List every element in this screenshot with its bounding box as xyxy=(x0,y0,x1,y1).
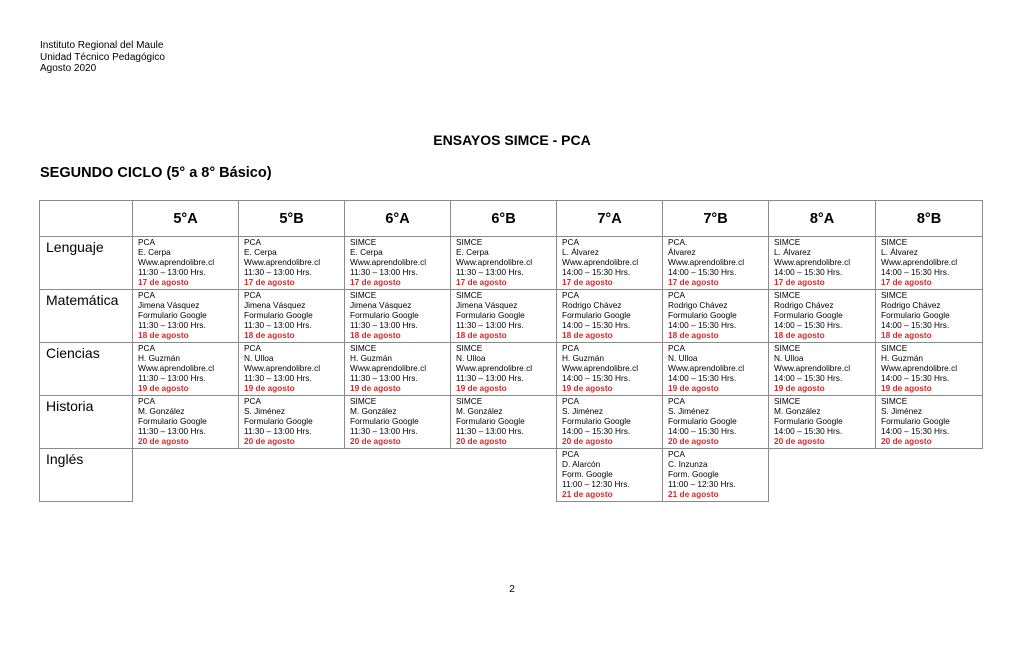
cell-content xyxy=(876,237,982,287)
schedule-cell xyxy=(345,343,451,396)
cell-type: PCA xyxy=(244,396,262,406)
cell-time: 14:00 – 15:30 Hrs. xyxy=(668,426,737,437)
schedule-cell xyxy=(239,290,345,343)
cell-date: 21 de agosto xyxy=(668,489,719,500)
cell-type: PCA xyxy=(562,449,580,459)
table-row xyxy=(40,396,983,449)
corner-cell xyxy=(40,201,133,237)
schedule-cell xyxy=(239,396,345,449)
cell-content xyxy=(663,396,768,446)
cell-type: SIMCE xyxy=(456,343,483,353)
cell-content xyxy=(557,396,662,446)
cell-teacher: N. Ulloa xyxy=(456,353,486,364)
cell-date: 18 de agosto xyxy=(881,330,932,341)
cell-time: 11:30 – 13:00 Hrs. xyxy=(138,320,206,331)
cell-platform: Www.aprendolibre.cl xyxy=(138,363,215,374)
empty-cell xyxy=(876,449,983,502)
cell-time: 11:30 – 13:00 Hrs. xyxy=(244,320,312,331)
cell-content xyxy=(663,237,768,287)
cell-content xyxy=(239,343,344,393)
cell-teacher: N. Ulloa xyxy=(668,353,698,364)
cell-type: PCA xyxy=(138,237,156,247)
cell-type: PCA xyxy=(668,396,686,406)
cell-platform: Formulario Google xyxy=(562,310,631,321)
column-header: 7°A xyxy=(557,201,663,237)
cell-platform: Form. Google xyxy=(562,469,613,480)
cell-type: SIMCE xyxy=(350,237,377,247)
cell-type: PCA xyxy=(562,290,580,300)
cell-teacher: Álvarez xyxy=(668,247,696,258)
cell-type: SIMCE xyxy=(774,343,801,353)
cell-teacher: L. Álvarez xyxy=(562,247,599,258)
cell-time: 11:00 – 12:30 Hrs. xyxy=(668,479,736,490)
cell-date: 18 de agosto xyxy=(668,330,719,341)
cell-type: PCA xyxy=(138,396,156,406)
empty-cell xyxy=(133,449,239,502)
cell-platform: Form. Google xyxy=(668,469,719,480)
column-header: 6°B xyxy=(451,201,557,237)
cell-content xyxy=(133,396,238,446)
cell-date: 21 de agosto xyxy=(562,489,613,500)
cell-date: 17 de agosto xyxy=(138,277,189,288)
cell-type: SIMCE xyxy=(456,396,483,406)
cell-platform: Www.aprendolibre.cl xyxy=(244,363,321,374)
cell-date: 17 de agosto xyxy=(350,277,401,288)
cell-platform: Formulario Google xyxy=(456,416,525,427)
cell-time: 11:30 – 13:00 Hrs. xyxy=(350,267,418,278)
cell-date: 17 de agosto xyxy=(244,277,295,288)
cell-time: 14:00 – 15:30 Hrs. xyxy=(668,320,737,331)
column-header: 6°A xyxy=(345,201,451,237)
empty-cell xyxy=(345,449,451,502)
cell-teacher: E. Cerpa xyxy=(350,247,383,258)
cell-date: 19 de agosto xyxy=(562,383,613,394)
schedule-cell xyxy=(663,396,769,449)
cell-date: 19 de agosto xyxy=(244,383,295,394)
cell-time: 11:30 – 13:00 Hrs. xyxy=(138,373,206,384)
cell-platform: Formulario Google xyxy=(562,416,631,427)
schedule-cell xyxy=(451,343,557,396)
cell-date: 18 de agosto xyxy=(244,330,295,341)
cell-type: PCA. xyxy=(668,237,688,247)
cell-date: 19 de agosto xyxy=(774,383,825,394)
cell-time: 14:00 – 15:30 Hrs. xyxy=(774,373,843,384)
schedule-cell xyxy=(451,237,557,290)
schedule-cell xyxy=(557,237,663,290)
document-date: Agosto 2020 xyxy=(40,63,97,74)
schedule-cell xyxy=(133,343,239,396)
schedule-cell xyxy=(769,396,876,449)
cell-content xyxy=(557,290,662,340)
schedule-cell xyxy=(876,396,983,449)
cell-type: PCA xyxy=(668,449,686,459)
cell-date: 19 de agosto xyxy=(668,383,719,394)
cell-type: SIMCE xyxy=(881,396,908,406)
cell-platform: Formulario Google xyxy=(350,416,419,427)
cell-time: 11:30 – 13:00 Hrs. xyxy=(350,373,418,384)
cell-platform: Formulario Google xyxy=(244,310,313,321)
cell-time: 14:00 – 15:30 Hrs. xyxy=(562,320,631,331)
cell-date: 18 de agosto xyxy=(138,330,189,341)
cell-teacher: M. González xyxy=(350,406,397,417)
cell-content xyxy=(876,290,982,340)
cell-date: 20 de agosto xyxy=(456,436,507,447)
cell-time: 11:30 – 13:00 Hrs. xyxy=(138,267,206,278)
subject-label: Historia xyxy=(40,396,133,449)
cell-content xyxy=(345,237,450,287)
cell-content xyxy=(451,396,556,446)
cell-time: 11:00 – 12:30 Hrs. xyxy=(562,479,630,490)
schedule-cell xyxy=(133,396,239,449)
cell-time: 14:00 – 15:30 Hrs. xyxy=(562,426,631,437)
cell-type: PCA xyxy=(562,343,580,353)
cell-teacher: Rodrigo Chávez xyxy=(774,300,834,311)
cell-time: 11:30 – 13:00 Hrs. xyxy=(244,373,312,384)
cell-time: 11:30 – 13:00 Hrs. xyxy=(456,267,524,278)
cell-teacher: M. González xyxy=(456,406,503,417)
cell-platform: Formulario Google xyxy=(668,310,737,321)
cell-date: 20 de agosto xyxy=(350,436,401,447)
cell-teacher: Jimena Vásquez xyxy=(456,300,518,311)
column-header: 8°A xyxy=(769,201,876,237)
institution-name: Instituto Regional del Maule xyxy=(40,40,164,51)
cell-teacher: Rodrigo Chávez xyxy=(668,300,728,311)
cell-time: 14:00 – 15:30 Hrs. xyxy=(668,373,737,384)
schedule-cell xyxy=(239,237,345,290)
schedule-cell xyxy=(345,290,451,343)
cell-teacher: S. Jiménez xyxy=(881,406,923,417)
cell-teacher: E. Cerpa xyxy=(244,247,277,258)
cell-time: 11:30 – 13:00 Hrs. xyxy=(138,426,206,437)
cell-time: 14:00 – 15:30 Hrs. xyxy=(774,320,843,331)
cell-time: 11:30 – 13:00 Hrs. xyxy=(350,320,418,331)
cell-type: SIMCE xyxy=(881,343,908,353)
cell-teacher: H. Guzmán xyxy=(138,353,180,364)
cell-content xyxy=(133,343,238,393)
cell-platform: Formulario Google xyxy=(138,310,207,321)
schedule-cell xyxy=(769,343,876,396)
cell-time: 14:00 – 15:30 Hrs. xyxy=(668,267,737,278)
schedule-cell xyxy=(133,290,239,343)
schedule-cell xyxy=(769,237,876,290)
cell-time: 11:30 – 13:00 Hrs. xyxy=(456,320,524,331)
cell-platform: Www.aprendolibre.cl xyxy=(668,363,745,374)
column-header: 8°B xyxy=(876,201,983,237)
cell-type: SIMCE xyxy=(350,343,377,353)
cell-teacher: S. Jiménez xyxy=(668,406,710,417)
cell-time: 11:30 – 13:00 Hrs. xyxy=(350,426,418,437)
schedule-cell xyxy=(557,343,663,396)
cell-type: SIMCE xyxy=(456,237,483,247)
cell-time: 14:00 – 15:30 Hrs. xyxy=(562,373,631,384)
cell-teacher: Jimena Vásquez xyxy=(350,300,412,311)
cell-platform: Www.aprendolibre.cl xyxy=(562,363,639,374)
cell-date: 18 de agosto xyxy=(350,330,401,341)
cell-teacher: H. Guzmán xyxy=(881,353,923,364)
cell-content xyxy=(557,343,662,393)
subject-label: Matemática xyxy=(40,290,133,343)
cell-date: 19 de agosto xyxy=(456,383,507,394)
cell-teacher: Jimena Vásquez xyxy=(244,300,306,311)
cell-content xyxy=(663,449,768,499)
empty-cell xyxy=(239,449,345,502)
cell-time: 14:00 – 15:30 Hrs. xyxy=(881,267,950,278)
cell-date: 18 de agosto xyxy=(774,330,825,341)
schedule-cell xyxy=(557,290,663,343)
schedule-cell xyxy=(663,343,769,396)
schedule-cell xyxy=(451,396,557,449)
schedule-cell xyxy=(663,237,769,290)
cell-type: PCA xyxy=(138,290,156,300)
cell-type: SIMCE xyxy=(774,396,801,406)
cell-time: 14:00 – 15:30 Hrs. xyxy=(881,373,950,384)
cell-date: 20 de agosto xyxy=(774,436,825,447)
cell-content xyxy=(345,396,450,446)
cell-platform: Formulario Google xyxy=(668,416,737,427)
cell-platform: Www.aprendolibre.cl xyxy=(456,363,533,374)
cell-type: PCA xyxy=(244,290,262,300)
header-row xyxy=(40,201,983,237)
cell-time: 14:00 – 15:30 Hrs. xyxy=(562,267,631,278)
cell-teacher: M. González xyxy=(774,406,821,417)
cell-content xyxy=(663,343,768,393)
cell-type: SIMCE xyxy=(881,290,908,300)
cell-teacher: Rodrigo Chávez xyxy=(562,300,622,311)
table-row xyxy=(40,449,983,502)
page-title: ENSAYOS SIMCE - PCA xyxy=(433,132,591,148)
cell-type: PCA xyxy=(668,290,686,300)
cell-platform: Formulario Google xyxy=(138,416,207,427)
schedule-cell xyxy=(345,237,451,290)
cell-content xyxy=(557,449,662,499)
cell-content xyxy=(876,343,982,393)
cell-content xyxy=(451,343,556,393)
column-header: 7°B xyxy=(663,201,769,237)
cell-platform: Www.aprendolibre.cl xyxy=(244,257,321,268)
cell-date: 20 de agosto xyxy=(562,436,613,447)
cell-type: PCA xyxy=(562,237,580,247)
cell-platform: Www.aprendolibre.cl xyxy=(350,257,427,268)
cell-platform: Formulario Google xyxy=(881,310,950,321)
cell-type: PCA xyxy=(562,396,580,406)
cell-type: PCA xyxy=(244,343,262,353)
cell-platform: Www.aprendolibre.cl xyxy=(881,257,958,268)
schedule-cell xyxy=(876,290,983,343)
schedule-table xyxy=(39,200,983,502)
cell-teacher: N. Ulloa xyxy=(244,353,274,364)
cell-content xyxy=(239,290,344,340)
cell-content xyxy=(769,290,875,340)
cell-date: 17 de agosto xyxy=(456,277,507,288)
cell-content xyxy=(876,396,982,446)
cell-date: 17 de agosto xyxy=(668,277,719,288)
table-row xyxy=(40,343,983,396)
cell-date: 20 de agosto xyxy=(138,436,189,447)
cell-type: SIMCE xyxy=(774,290,801,300)
cell-date: 19 de agosto xyxy=(350,383,401,394)
cell-date: 17 de agosto xyxy=(774,277,825,288)
cell-date: 20 de agosto xyxy=(244,436,295,447)
cell-time: 11:30 – 13:00 Hrs. xyxy=(244,267,312,278)
cell-content xyxy=(769,343,875,393)
cell-date: 20 de agosto xyxy=(668,436,719,447)
cell-time: 14:00 – 15:30 Hrs. xyxy=(881,320,950,331)
cell-time: 14:00 – 15:30 Hrs. xyxy=(774,426,843,437)
cell-teacher: H. Guzmán xyxy=(350,353,392,364)
cell-platform: Formulario Google xyxy=(774,416,843,427)
cell-date: 17 de agosto xyxy=(881,277,932,288)
empty-cell xyxy=(769,449,876,502)
cell-teacher: E. Cerpa xyxy=(138,247,171,258)
cell-platform: Www.aprendolibre.cl xyxy=(456,257,533,268)
schedule-cell xyxy=(663,290,769,343)
subject-label: Lenguaje xyxy=(40,237,133,290)
cell-date: 20 de agosto xyxy=(881,436,932,447)
cell-content xyxy=(557,237,662,287)
cell-type: PCA xyxy=(244,237,262,247)
column-header: 5°A xyxy=(133,201,239,237)
cell-platform: Formulario Google xyxy=(350,310,419,321)
cell-time: 11:30 – 13:00 Hrs. xyxy=(456,426,524,437)
cell-time: 11:30 – 13:00 Hrs. xyxy=(244,426,312,437)
cell-type: SIMCE xyxy=(350,290,377,300)
page-number: 2 xyxy=(509,583,515,595)
schedule-cell xyxy=(769,290,876,343)
cell-platform: Formulario Google xyxy=(881,416,950,427)
document-header xyxy=(40,40,165,75)
cell-type: SIMCE xyxy=(350,396,377,406)
cell-date: 18 de agosto xyxy=(562,330,613,341)
cell-content xyxy=(133,237,238,287)
schedule-cell xyxy=(876,343,983,396)
cell-content xyxy=(451,290,556,340)
cell-date: 19 de agosto xyxy=(138,383,189,394)
cell-platform: Www.aprendolibre.cl xyxy=(562,257,639,268)
cell-date: 18 de agosto xyxy=(456,330,507,341)
cell-platform: Www.aprendolibre.cl xyxy=(774,257,851,268)
cell-content xyxy=(769,237,875,287)
cell-content xyxy=(451,237,556,287)
cell-type: SIMCE xyxy=(881,237,908,247)
schedule-cell xyxy=(557,396,663,449)
cell-type: SIMCE xyxy=(456,290,483,300)
cell-teacher: H. Guzmán xyxy=(562,353,604,364)
cell-platform: Www.aprendolibre.cl xyxy=(138,257,215,268)
cell-type: PCA xyxy=(668,343,686,353)
cell-teacher: Jimena Vásquez xyxy=(138,300,200,311)
cell-teacher: S. Jiménez xyxy=(244,406,286,417)
column-header: 5°B xyxy=(239,201,345,237)
cell-teacher: E. Cerpa xyxy=(456,247,489,258)
cell-time: 14:00 – 15:30 Hrs. xyxy=(881,426,950,437)
schedule-cell xyxy=(876,237,983,290)
cell-content xyxy=(663,290,768,340)
cell-date: 17 de agosto xyxy=(562,277,613,288)
cell-time: 11:30 – 13:00 Hrs. xyxy=(456,373,524,384)
cell-content xyxy=(133,290,238,340)
cell-time: 14:00 – 15:30 Hrs. xyxy=(774,267,843,278)
cell-teacher: C. Inzunza xyxy=(668,459,708,470)
cell-teacher: L. Álvarez xyxy=(774,247,811,258)
schedule-cell xyxy=(451,290,557,343)
cell-teacher: N. Ulloa xyxy=(774,353,804,364)
table-row xyxy=(40,237,983,290)
schedule-cell xyxy=(239,343,345,396)
cell-platform: Formulario Google xyxy=(456,310,525,321)
cell-teacher: L. Álvarez xyxy=(881,247,918,258)
cell-teacher: Rodrigo Chávez xyxy=(881,300,941,311)
table-row xyxy=(40,290,983,343)
department-name: Unidad Técnico Pedagógico xyxy=(40,51,165,63)
cell-content xyxy=(345,290,450,340)
schedule-cell xyxy=(557,449,663,502)
cell-type: PCA xyxy=(138,343,156,353)
cell-content xyxy=(769,396,875,446)
cell-platform: Www.aprendolibre.cl xyxy=(668,257,745,268)
cell-teacher: M. González xyxy=(138,406,185,417)
schedule-cell xyxy=(663,449,769,502)
section-subtitle: SEGUNDO CICLO (5° a 8° Básico) xyxy=(40,165,272,181)
cell-content xyxy=(345,343,450,393)
schedule-cell xyxy=(345,396,451,449)
cell-content xyxy=(239,396,344,446)
subject-label: Ciencias xyxy=(40,343,133,396)
schedule-cell xyxy=(133,237,239,290)
cell-platform: Www.aprendolibre.cl xyxy=(774,363,851,374)
cell-platform: Www.aprendolibre.cl xyxy=(881,363,958,374)
cell-platform: Formulario Google xyxy=(244,416,313,427)
cell-date: 19 de agosto xyxy=(881,383,932,394)
cell-teacher: S. Jiménez xyxy=(562,406,604,417)
cell-teacher: D. Alarcón xyxy=(562,459,601,470)
cell-type: SIMCE xyxy=(774,237,801,247)
cell-content xyxy=(239,237,344,287)
cell-platform: Www.aprendolibre.cl xyxy=(350,363,427,374)
cell-platform: Formulario Google xyxy=(774,310,843,321)
subject-label: Inglés xyxy=(40,449,133,502)
empty-cell xyxy=(451,449,557,502)
